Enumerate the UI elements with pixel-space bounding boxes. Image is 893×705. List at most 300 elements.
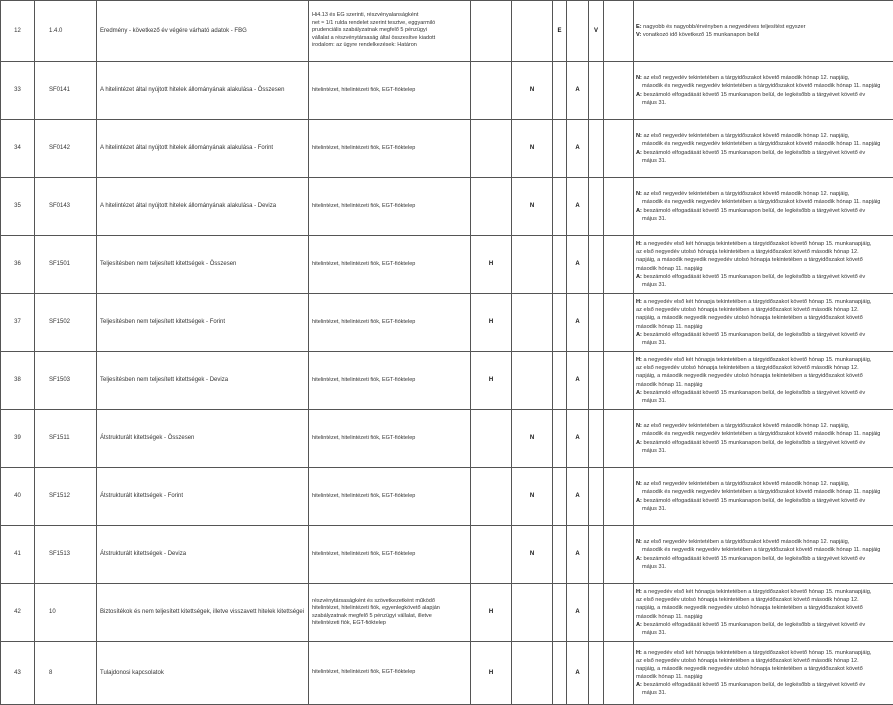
deadline-text [634,352,893,410]
empty-cell [604,236,634,294]
deadline-line [636,563,890,571]
deadline-value: május 31. [642,100,666,106]
empty-cell [604,294,634,352]
deadline-value: május 31. [642,564,666,570]
report-name: Teljesítésben nem teljesített kitettségek - Összesen [97,236,309,294]
deadline-line [636,306,890,314]
deadline-value: a negyedév első két hónapja tekintetében a tárgyidőszakot követő hónap 15. munkanapjáig, [643,589,871,595]
reporter-scope-line: hitelintézet, hitelintézeti fiók, EGT-fióktelep [312,87,467,94]
frequency-flag: A [567,410,589,468]
deadline-label: A: [636,440,642,446]
reporter-scope [309,178,471,236]
deadline-line [636,140,890,148]
row-number: 38 [1,352,35,410]
frequency-flag: E [553,1,567,62]
deadline-value: beszámoló elfogadását követő 15 munkanapon belül, de legkésőbb a tárgyévet követő év [643,622,865,628]
deadline-line [636,281,890,289]
deadline-value: beszámoló elfogadását követő 15 munkanapon belül, de legkésőbb a tárgyévet követő év [643,332,865,338]
frequency-flag [512,352,553,410]
reporter-scope [309,584,471,642]
deadline-value: május 31. [642,216,666,222]
frequency-flag [471,62,512,120]
deadline-value: az első negyedév tekintetében a tárgyidőszakot követő második hónap 12. napjáig, [643,539,849,545]
deadline-value: május 31. [642,690,666,696]
row-code: SF0141 [35,62,97,120]
deadline-value: második és negyedik negyedév tekintetében a tárgyidőszakot követő második hónap 11. napjáig [642,431,880,437]
deadline-line [636,673,890,681]
deadline-line [636,198,890,206]
deadline-line [636,657,890,665]
frequency-flag [553,120,567,178]
deadline-line [636,488,890,496]
reporter-scope-line: hitelintézet, hitelintézeti fiók, EGT-fióktelep [312,377,467,384]
deadline-label: N: [636,481,642,487]
deadline-line [636,31,890,39]
deadline-text [634,410,893,468]
reporter-scope [309,642,471,705]
deadline-value: beszámoló elfogadását követő 15 munkanapon belül, de legkésőbb a tárgyévet követő év [643,498,865,504]
deadline-line [636,480,890,488]
frequency-flag [471,410,512,468]
deadline-label: A: [636,682,642,688]
frequency-flag: A [567,352,589,410]
reporter-scope-line: hitelintézet, hitelintézeti fiók, EGT-fióktelep [312,319,467,326]
deadline-label: N: [636,133,642,139]
report-name: Átstrukturált kitettségek - Deviza [97,526,309,584]
deadline-value: beszámoló elfogadását követő 15 munkanapon belül, de legkésőbb a tárgyévet követő év [643,150,865,156]
row-number: 36 [1,236,35,294]
row-number: 35 [1,178,35,236]
table-row [1,642,893,705]
reporter-scope [309,120,471,178]
deadline-line [636,538,890,546]
reporter-scope [309,1,471,62]
deadline-label: N: [636,191,642,197]
row-number: 41 [1,526,35,584]
row-number: 43 [1,642,35,705]
reporter-scope-line: hitelintézeti fiók, EGT-fióktelep [312,620,467,627]
deadline-line [636,372,890,380]
table-row [1,120,893,178]
deadline-value: az első negyedév tekintetében a tárgyidőszakot követő második hónap 12. napjáig, [643,133,849,139]
reporter-scope-line: szabályzatnak megfelő 5 pénzügyi vállalat, illetve [312,613,467,620]
frequency-flag [589,642,604,705]
deadline-line [636,497,890,505]
frequency-flag: H [471,584,512,642]
empty-cell [604,120,634,178]
row-code: 1.4.0 [35,1,97,62]
frequency-flag: A [567,62,589,120]
deadline-line [636,207,890,215]
table-row [1,410,893,468]
deadline-value: beszámoló elfogadását követő 15 munkanapon belül, de legkésőbb a tárgyévet követő év [643,440,865,446]
frequency-flag [512,584,553,642]
deadline-value: a negyedév első két hónapja tekintetében a tárgyidőszakot követő hónap 15. munkanapjáig, [643,357,871,363]
deadline-value: második hónap 11. napjáig [636,614,702,620]
deadline-value: második hónap 11. napjáig [636,382,702,388]
deadline-text [634,236,893,294]
table-row [1,294,893,352]
deadline-line [636,314,890,322]
frequency-flag [589,468,604,526]
deadline-line [636,546,890,554]
frequency-flag [589,410,604,468]
deadline-line [636,339,890,347]
deadline-value: beszámoló elfogadását követő 15 munkanapon belül, de legkésőbb a tárgyévet követő év [643,208,865,214]
report-name: Teljesítésben nem teljesített kitettségek - Deviza [97,352,309,410]
deadline-line [636,596,890,604]
deadline-line [636,256,890,264]
frequency-flag: N [512,62,553,120]
deadline-line [636,364,890,372]
deadline-value: az első negyedév utolsó hónapja tekintetében a tárgyidőszakot követő második hónap 12. [636,658,859,664]
frequency-flag [553,178,567,236]
row-number: 39 [1,410,35,468]
deadline-line [636,689,890,697]
deadline-line [636,356,890,364]
empty-cell [604,584,634,642]
frequency-flag: V [589,1,604,62]
report-name: A hitelintézet által nyújtott hitelek állományának alakulása - Összesen [97,62,309,120]
deadline-label: A: [636,556,642,562]
report-name: A hitelintézet által nyújtott hitelek állományának alakulása - Deviza [97,178,309,236]
frequency-flag [512,236,553,294]
deadline-text [634,468,893,526]
deadline-line [636,389,890,397]
frequency-flag: N [512,120,553,178]
frequency-flag [512,642,553,705]
reporter-scope-line: net ≈ 1/1 rulda rendelet szerint tesztve, eggyarmiló [312,20,467,27]
frequency-flag: A [567,526,589,584]
row-number: 33 [1,62,35,120]
deadline-text [634,1,893,62]
deadline-line [636,681,890,689]
frequency-flag: H [471,352,512,410]
deadline-value: második és negyedik negyedév tekintetében a tárgyidőszakot követő második hónap 11. napjáig [642,489,880,495]
frequency-flag [471,178,512,236]
frequency-flag [589,584,604,642]
row-number: 42 [1,584,35,642]
reporter-scope-line: hitelintézet, hitelintézeti fiók, EGT-fióktelep [312,669,467,676]
empty-cell [604,410,634,468]
deadline-line [636,505,890,513]
row-number: 34 [1,120,35,178]
deadline-label: H: [636,650,642,656]
deadline-value: az első negyedév tekintetében a tárgyidőszakot követő második hónap 12. napjáig, [643,75,849,81]
deadline-value: második és negyedik negyedév tekintetében a tárgyidőszakot követő második hónap 11. napjáig [642,83,880,89]
frequency-flag [512,294,553,352]
deadline-line [636,248,890,256]
row-code: SF1501 [35,236,97,294]
deadline-value: május 31. [642,630,666,636]
reporter-scope-line: hitelintézet, hitelintézeti fiók, EGT-fióktelep [312,145,467,152]
deadline-text [634,584,893,642]
deadline-value: az első negyedév utolsó hónapja tekintetében a tárgyidőszakot követő második hónap 12. [636,307,859,313]
table-row [1,1,893,62]
row-code: SF1511 [35,410,97,468]
deadline-line [636,397,890,405]
deadline-value: a negyedév első két hónapja tekintetében a tárgyidőszakot követő hónap 15. munkanapjáig, [643,241,871,247]
frequency-flag: A [567,294,589,352]
deadline-line [636,555,890,563]
deadline-label: A: [636,274,642,280]
empty-cell [604,642,634,705]
report-name: A hitelintézet által nyújtott hitelek állományának alakulása - Forint [97,120,309,178]
report-name: Átstrukturált kitettségek - Összesen [97,410,309,468]
deadline-value: a negyedév első két hónapja tekintetében a tárgyidőszakot követő hónap 15. munkanapjáig, [643,299,871,305]
deadline-line [636,74,890,82]
reporter-scope [309,526,471,584]
deadline-label: H: [636,241,642,247]
table-row [1,178,893,236]
deadline-value: május 31. [642,398,666,404]
row-number: 12 [1,1,35,62]
frequency-flag [471,526,512,584]
table-row [1,62,893,120]
frequency-flag: A [567,120,589,178]
deadline-line [636,298,890,306]
deadline-line [636,240,890,248]
deadline-line [636,323,890,331]
row-code: SF1513 [35,526,97,584]
deadline-label: H: [636,357,642,363]
row-code: SF1502 [35,294,97,352]
deadline-line [636,215,890,223]
report-name: Tulajdonosi kapcsolatok [97,642,309,705]
deadline-value: beszámoló elfogadását követő 15 munkanapon belül, de legkésőbb a tárgyévet követő év [643,274,865,280]
reporter-scope [309,62,471,120]
deadline-text [634,642,893,705]
deadline-value: az első negyedév utolsó hónapja tekintetében a tárgyidőszakot követő második hónap 12. [636,597,859,603]
table-body [1,1,893,705]
deadline-line [636,381,890,389]
frequency-flag: N [512,468,553,526]
reporter-scope-line: hitelintézet, hitelintézeti fiók, EGT-fióktelep [312,261,467,268]
row-code: SF1512 [35,468,97,526]
deadline-line [636,665,890,673]
deadline-label: N: [636,539,642,545]
reporter-scope-line: vállalat a részvénytársaság által összesítve kiadott [312,35,467,42]
deadline-label: N: [636,423,642,429]
deadline-text [634,120,893,178]
deadline-line [636,273,890,281]
deadline-label: A: [636,150,642,156]
reporter-scope-line: hitelintézet, hitelintézeti fiók, EGT-fióktelep [312,493,467,500]
empty-cell [604,352,634,410]
frequency-flag: A [567,468,589,526]
frequency-flag [553,468,567,526]
deadline-value: napjáig, a második negyedik negyedév utolsó hónapja tekintetében a tárgyidőszakot követő [636,605,863,611]
deadline-value: az első negyedév utolsó hónapja tekintetében a tárgyidőszakot követő második hónap 12. [636,249,859,255]
frequency-flag: A [567,236,589,294]
frequency-flag [553,62,567,120]
frequency-flag [471,468,512,526]
row-code: SF1503 [35,352,97,410]
deadline-text [634,526,893,584]
frequency-flag: A [567,584,589,642]
frequency-flag: A [567,178,589,236]
deadline-line [636,604,890,612]
row-number: 40 [1,468,35,526]
reporter-scope [309,352,471,410]
empty-cell [604,62,634,120]
table-row [1,584,893,642]
table-row [1,468,893,526]
frequency-flag: N [512,410,553,468]
deadline-value: vonatkozó idő következő 15 munkanapon belül [643,32,759,38]
deadline-value: nagyobb és nagyobb/érvényben a negyedéves teljesítést egyszer [643,24,805,30]
deadline-line [636,265,890,273]
deadline-value: beszámoló elfogadását követő 15 munkanapon belül, de legkésőbb a tárgyévet követő év [643,682,865,688]
reporter-scope-line: hitelintézet, hitelintézeti fiók, egyenlegkövető alapján [312,605,467,612]
row-code: SF0142 [35,120,97,178]
deadline-line [636,82,890,90]
deadline-line [636,430,890,438]
deadline-line [636,190,890,198]
empty-cell [604,468,634,526]
deadline-label: A: [636,92,642,98]
deadline-line [636,331,890,339]
deadline-text [634,62,893,120]
frequency-flag [553,294,567,352]
frequency-flag: N [512,178,553,236]
frequency-flag: N [512,526,553,584]
deadline-label: E: [636,24,642,30]
frequency-flag: H [471,642,512,705]
deadline-value: második és negyedik negyedév tekintetében a tárgyidőszakot követő második hónap 11. napjáig [642,141,880,147]
deadline-text [634,294,893,352]
report-name: Átstrukturált kitettségek - Forint [97,468,309,526]
frequency-flag [553,642,567,705]
deadline-value: május 31. [642,448,666,454]
table-row [1,352,893,410]
deadline-label: A: [636,208,642,214]
row-code: SF0143 [35,178,97,236]
deadline-value: május 31. [642,506,666,512]
reporter-scope [309,410,471,468]
frequency-flag [471,120,512,178]
deadline-value: beszámoló elfogadását követő 15 munkanapon belül, de legkésőbb a tárgyévet követő év [643,556,865,562]
frequency-flag [589,178,604,236]
deadline-line [636,99,890,107]
deadline-value: napjáig, a második negyedik negyedév utolsó hónapja tekintetében a tárgyidőszakot követő [636,373,863,379]
deadline-label: A: [636,390,642,396]
deadline-line [636,649,890,657]
frequency-flag [553,352,567,410]
deadline-value: beszámoló elfogadását követő 15 munkanapon belül, de legkésőbb a tárgyévet követő év [643,390,865,396]
report-name: Biztosítékok és nem teljesített kitettségek, illetve visszavett hitelek kitettségei [97,584,309,642]
reporter-scope-line: hitelintézet, hitelintézeti fiók, EGT-fióktelep [312,435,467,442]
deadline-value: május 31. [642,158,666,164]
frequency-flag: A [567,642,589,705]
deadline-label: A: [636,498,642,504]
deadline-line [636,588,890,596]
deadline-line [636,447,890,455]
deadline-label: H: [636,589,642,595]
reporter-scope-line: részvénytársaságként és szövetkezetként működő [312,598,467,605]
deadline-label: N: [636,75,642,81]
deadline-value: az első negyedév tekintetében a tárgyidőszakot követő második hónap 12. napjáig, [643,191,849,197]
deadline-label: A: [636,332,642,338]
deadline-text [634,178,893,236]
deadline-value: az első negyedév tekintetében a tárgyidőszakot követő második hónap 12. napjáig, [643,481,849,487]
frequency-flag [553,236,567,294]
frequency-flag [553,526,567,584]
deadline-line [636,621,890,629]
deadline-value: a negyedév első két hónapja tekintetében a tárgyidőszakot követő hónap 15. munkanapjáig, [643,650,871,656]
frequency-flag [589,62,604,120]
deadline-label: V: [636,32,641,38]
deadline-line [636,91,890,99]
frequency-flag [589,236,604,294]
frequency-flag [589,352,604,410]
deadline-value: május 31. [642,282,666,288]
deadline-value: napjáig, a második negyedik negyedév utolsó hónapja tekintetében a tárgyidőszakot követő [636,257,863,263]
frequency-flag [589,294,604,352]
frequency-flag: H [471,294,512,352]
deadline-value: második hónap 11. napjáig [636,674,702,680]
deadline-label: H: [636,299,642,305]
table-row [1,526,893,584]
table-row [1,236,893,294]
row-code: 10 [35,584,97,642]
deadline-value: második és negyedik negyedév tekintetében a tárgyidőszakot követő második hónap 11. napjáig [642,199,880,205]
reporter-scope [309,236,471,294]
deadline-label: A: [636,622,642,628]
row-number: 37 [1,294,35,352]
empty-cell [604,526,634,584]
deadline-value: második hónap 11. napjáig [636,266,702,272]
deadline-value: napjáig, a második negyedik negyedév utolsó hónapja tekintetében a tárgyidőszakot követő [636,315,863,321]
deadline-line [636,157,890,165]
deadline-value: második és negyedik negyedév tekintetében a tárgyidőszakot követő második hónap 11. napjáig [642,547,880,553]
reporter-scope [309,294,471,352]
frequency-flag [589,526,604,584]
frequency-flag [553,410,567,468]
reporter-scope-line: Hi4.13 és EG szerinti, részvényalanságként [312,12,467,19]
frequency-flag [589,120,604,178]
row-code: 8 [35,642,97,705]
deadline-line [636,422,890,430]
deadline-line [636,613,890,621]
deadline-value: beszámoló elfogadását követő 15 munkanapon belül, de legkésőbb a tárgyévet követő év [643,92,865,98]
deadline-line [636,132,890,140]
reporter-scope [309,468,471,526]
frequency-flag [471,1,512,62]
reporter-scope-line: hitelintézet, hitelintézeti fiók, EGT-fióktelep [312,551,467,558]
deadline-value: napjáig, a második negyedik negyedév utolsó hónapja tekintetében a tárgyidőszakot követő [636,666,863,672]
frequency-flag [512,1,553,62]
deadline-value: második hónap 11. napjáig [636,324,702,330]
deadline-value: az első negyedév tekintetében a tárgyidőszakot követő második hónap 12. napjáig, [643,423,849,429]
frequency-flag [567,1,589,62]
deadline-value: az első negyedév utolsó hónapja tekintetében a tárgyidőszakot követő második hónap 12. [636,365,859,371]
deadline-value: május 31. [642,340,666,346]
deadline-line [636,629,890,637]
reporter-scope-line: irodalom: az ügyre rendelkezések: Határon [312,42,467,49]
reporter-scope-line: hitelintézet, hitelintézeti fiók, EGT-fióktelep [312,203,467,210]
report-name: Eredmény - következő év végére várható adatok - FBG [97,1,309,62]
empty-cell [604,178,634,236]
frequency-flag: H [471,236,512,294]
frequency-flag [553,584,567,642]
deadline-line [636,23,890,31]
report-name: Teljesítésben nem teljesített kitettségek - Forint [97,294,309,352]
deadline-line [636,439,890,447]
empty-cell [604,1,634,62]
deadline-line [636,149,890,157]
reporter-scope-line: prudenciális szabályzatnak megfelő 5 pénzügyi [312,27,467,34]
